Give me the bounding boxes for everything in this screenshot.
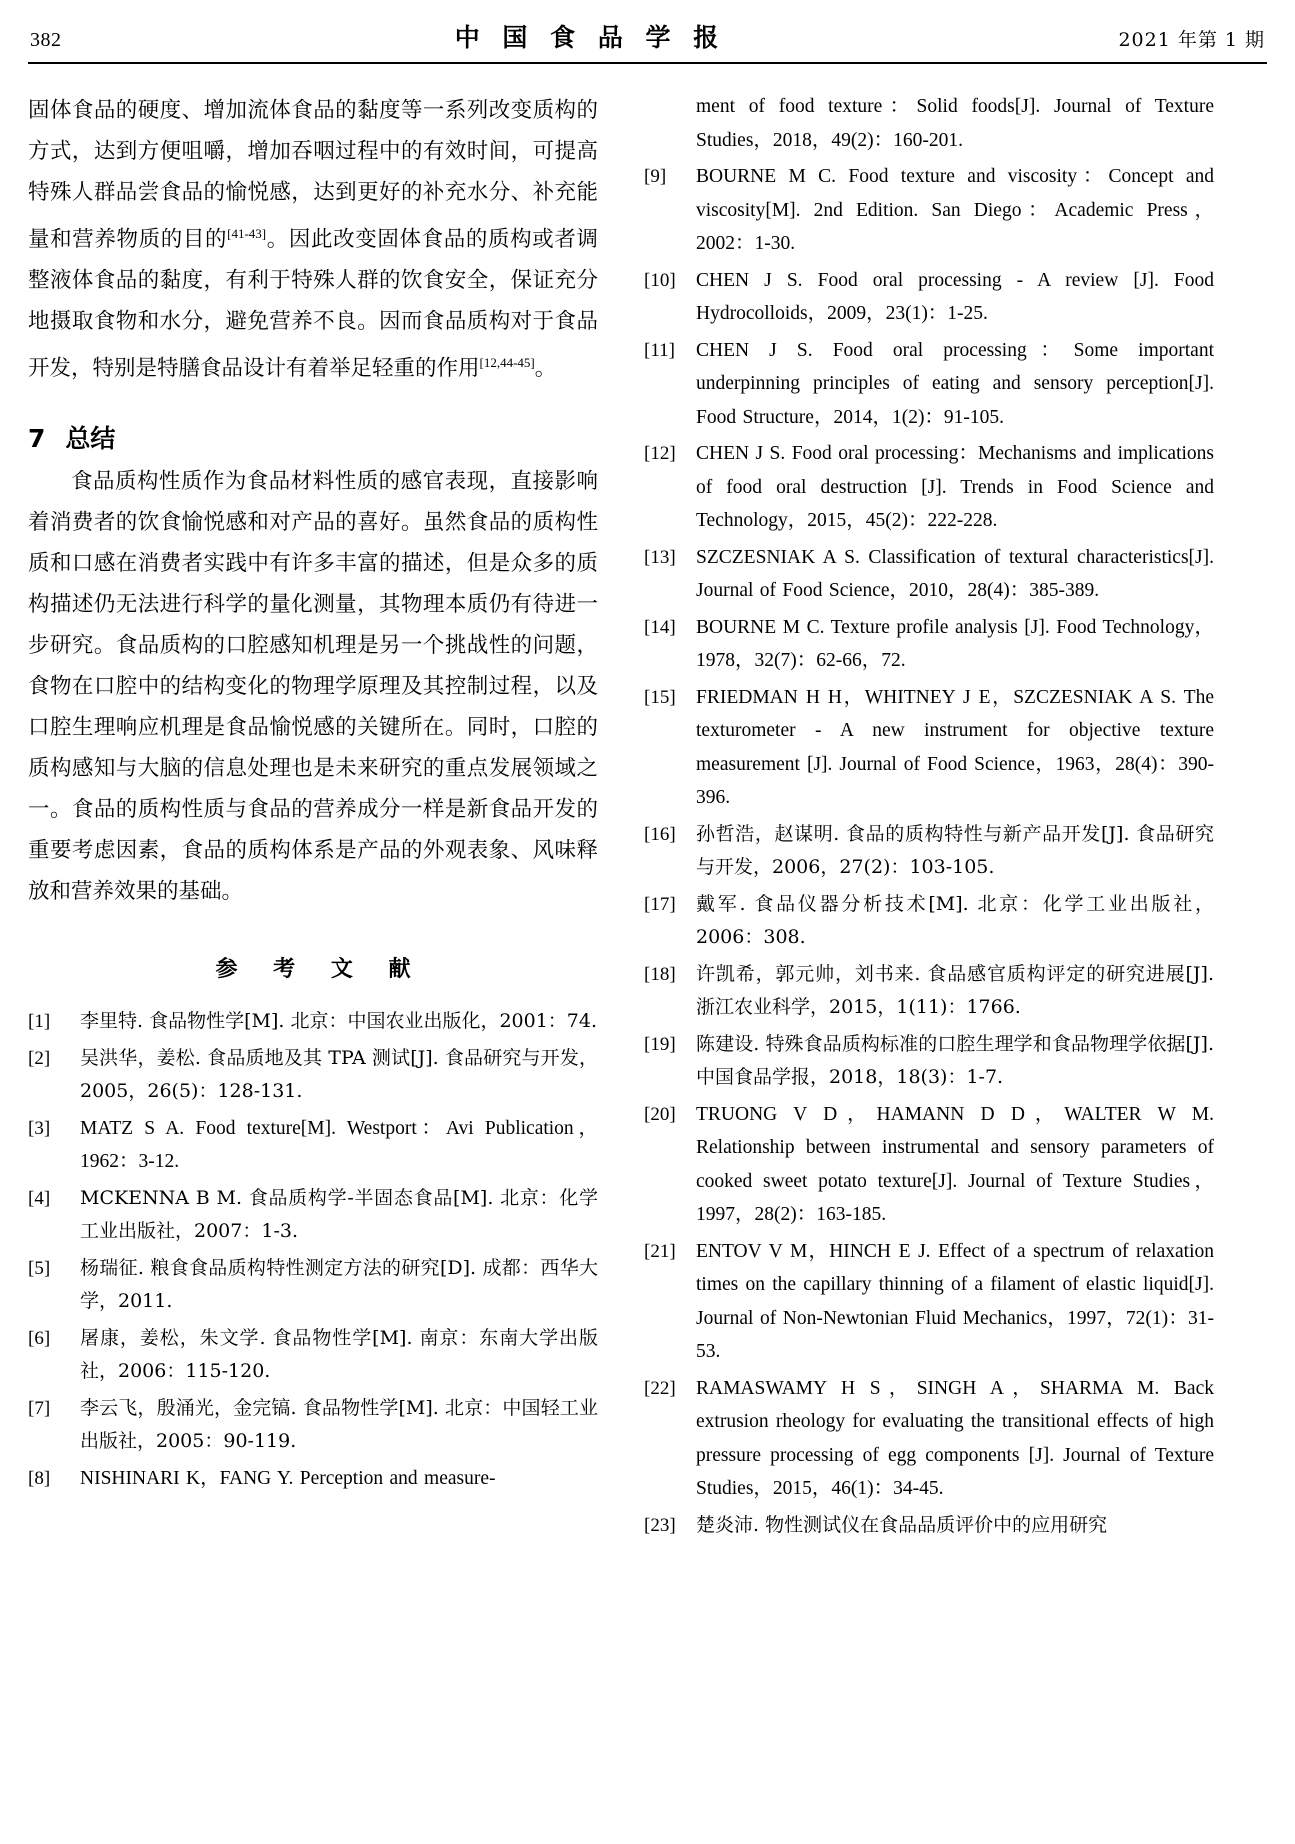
reference-text: 楚炎沛. 物性测试仪在食品品质评价中的应用研究	[696, 1513, 1108, 1536]
reference-number: [20]	[644, 1103, 676, 1125]
reference-text: 李里特. 食品物性学[M]. 北京：中国农业出版化，2001：74.	[80, 1010, 598, 1033]
reference-text: SZCZESNIAK A S. Classification of textural characteristics[J]. Journal of Food Science，2010，28(4)：385-389.	[696, 546, 1214, 601]
two-column-body	[28, 90, 1267, 1545]
reference-text: 许凯希，郭元帅，刘书来. 食品感官质构评定的研究进展[J]. 浙江农业科学，2015，1(11)：1766.	[696, 962, 1214, 1018]
reference-number: [21]	[644, 1240, 676, 1262]
list-item	[644, 160, 1214, 261]
reference-text: CHEN J S. Food oral processing：Mechanisms and implications of food oral destruction [J]. Trends in Food Science and Technology，2015，45(2)：222-228.	[696, 443, 1214, 531]
reference-number: [1]	[28, 1011, 51, 1033]
body-paragraph-1	[28, 90, 598, 389]
page-header	[28, 18, 1267, 54]
list-item	[28, 1182, 598, 1249]
list-item	[644, 1235, 1214, 1369]
reference-text: ment of food texture：Solid foods[J]. Journal of Texture Studies，2018，49(2)：160-201.	[696, 96, 1214, 151]
reference-number: [19]	[644, 1033, 676, 1055]
reference-text: 吴洪华，姜松. 食品质地及其 TPA 测试[J]. 食品研究与开发，2005，26(5)：128-131.	[80, 1046, 598, 1103]
page-number: 382	[30, 29, 62, 51]
paragraph-1-part-3: 。	[534, 356, 557, 382]
reference-text: 屠康，姜松，朱文学. 食品物性学[M]. 南京：东南大学出版社，2006：115-120.	[80, 1326, 598, 1383]
reference-number: [15]	[644, 686, 676, 708]
right-column	[644, 90, 1214, 1545]
references-list-left	[28, 1005, 598, 1495]
reference-number: [6]	[28, 1327, 51, 1349]
paragraph-1-part-1: 固体食品的硬度、增加流体食品的黏度等一系列改变质构的方式，达到方便咀嚼，增加吞咽过程中的有效时间，可提高特殊人群品尝食品的愉悦感，达到更好的补充水分、补充能量和营养物质的目的	[28, 98, 598, 253]
reference-number: [7]	[28, 1397, 51, 1419]
list-item	[28, 1462, 598, 1496]
reference-text: NISHINARI K，FANG Y. Perception and measure-	[80, 1467, 496, 1489]
list-item	[28, 1392, 598, 1459]
list-item	[28, 1005, 598, 1039]
reference-text: 陈建设. 特殊食品质构标准的口腔生理学和食品物理学依据[J]. 中国食品学报，2018，18(3)：1-7.	[696, 1032, 1214, 1088]
reference-text: 杨瑞征. 粮食食品质构特性测定方法的研究[D]. 成都：西华大学，2011.	[80, 1256, 598, 1313]
reference-number: [4]	[28, 1187, 51, 1209]
list-item	[644, 681, 1214, 815]
list-item	[644, 1372, 1214, 1506]
reference-number: [8]	[28, 1467, 51, 1489]
list-item	[644, 958, 1214, 1025]
left-column	[28, 90, 598, 1545]
reference-number: [9]	[644, 166, 667, 187]
list-item	[644, 888, 1214, 955]
list-item	[644, 1028, 1214, 1095]
reference-text: BOURNE M C. Texture profile analysis [J]. Food Technology，1978，32(7)：62-66，72.	[696, 616, 1214, 671]
reference-text: ENTOV V M，HINCH E J. Effect of a spectrum of relaxation times on the capillary thinning of a filament of elastic liquid[J]. Journal of Non-Newtonian Fluid Mechanics，1997，72(1)：31-53.	[696, 1240, 1214, 1362]
reference-number: [14]	[644, 616, 676, 638]
citation-41-43: [41-43]	[227, 226, 267, 241]
reference-number: [2]	[28, 1047, 51, 1069]
reference-text: MCKENNA B M. 食品质构学-半固态食品[M]. 北京：化学工业出版社，2007：1-3.	[80, 1186, 598, 1243]
list-item	[644, 541, 1214, 608]
paragraph-1-part-2: 。因此改变固体食品的质构或者调整液体食品的黏度，有利于特殊人群的饮食安全，保证充分地摄取食物和水分，避免营养不良。因而食品质构对于食品开发，特别是特膳食品设计有着举足轻重的作用	[28, 227, 598, 382]
citation-12-44-45: [12,44-45]	[479, 355, 535, 371]
list-item	[644, 437, 1214, 538]
reference-number: [11]	[644, 339, 675, 361]
section-heading	[28, 419, 598, 455]
reference-text: CHEN J S. Food oral processing - A review [J]. Food Hydrocolloids，2009，23(1)：1-25.	[696, 269, 1214, 324]
reference-number: [12]	[644, 443, 676, 464]
reference-text: TRUONG V D，HAMANN D D，WALTER W M. Relationship between instrumental and sensory parameters of cooked sweet potato texture[J]. Journal of Texture Studies，1997，28(2)：163-185.	[696, 1103, 1214, 1225]
section-title: 总结	[65, 424, 116, 454]
reference-number: [22]	[644, 1377, 676, 1399]
reference-number: [23]	[644, 1514, 676, 1536]
list-item	[644, 611, 1214, 678]
reference-text: 戴军. 食品仪器分析技术[M]. 北京：化学工业出版社，2006：308.	[696, 892, 1214, 948]
body-paragraph-2: 食品质构性质作为食品材料性质的感官表现，直接影响着消费者的饮食愉悦感和对产品的喜好。虽然食品的质构性质和口感在消费者实践中有许多丰富的描述，但是众多的质构描述仍无法进行科学的量化测量，其物理本质仍有待进一步研究。食品质构的口腔感知机理是另一个挑战性的问题，食物在口腔中的结构变化的物理学原理及其控制过程，以及口腔生理响应机理是食品愉悦感的关键所在。同时，口腔的质构感知与大脑的信息处理也是未来研究的重点发展领域之一。食品的质构性质与食品的营养成分一样是新食品开发的重要考虑因素，食品的质构体系是产品的外观表象、风味释放和营养效果的基础。	[28, 469, 598, 905]
journal-title: 中 国 食 品 学 报	[454, 23, 726, 52]
reference-number: [10]	[644, 269, 676, 291]
reference-text: 李云飞，殷涌光，金完镐. 食品物性学[M]. 北京：中国轻工业出版社，2005：90-119.	[80, 1396, 598, 1453]
list-item	[28, 1322, 598, 1389]
list-item	[28, 1042, 598, 1109]
reference-number: [18]	[644, 963, 676, 985]
list-item	[644, 264, 1214, 331]
reference-text: 孙哲浩，赵谋明. 食品的质构特性与新产品开发[J]. 食品研究与开发，2006，27(2)：103-105.	[696, 822, 1214, 878]
list-item	[28, 1252, 598, 1319]
references-heading: 参 考 文 献	[215, 956, 425, 983]
reference-number: [5]	[28, 1257, 51, 1279]
reference-number: [17]	[644, 893, 676, 915]
list-item	[644, 334, 1214, 435]
reference-text: CHEN J S. Food oral processing：Some important underpinning principles of eating and sensory perception[J]. Food Structure，2014，1(2)：91-105.	[696, 339, 1214, 428]
list-item	[644, 1509, 1214, 1543]
reference-text: BOURNE M C. Food texture and viscosity：Concept and viscosity[M]. 2nd Edition. San Diego：Academic Press，2002：1-30.	[696, 166, 1214, 254]
list-item	[644, 818, 1214, 885]
section-number: 7	[28, 424, 46, 454]
reference-number: [3]	[28, 1117, 51, 1139]
list-item	[28, 1112, 598, 1179]
reference-text: FRIEDMAN H H，WHITNEY J E，SZCZESNIAK A S. The texturometer - A new instrument for objective texture measurement [J]. Journal of Food Science，1963，28(4)：390-396.	[696, 686, 1214, 808]
reference-text: MATZ S A. Food texture[M]. Westport：Avi Publication，1962：3-12.	[80, 1117, 598, 1173]
reference-number: [16]	[644, 823, 676, 845]
list-item	[644, 1098, 1214, 1232]
issue-label: 2021 年第 1 期	[1118, 29, 1265, 51]
references-list-right	[644, 90, 1214, 1542]
reference-number: [13]	[644, 546, 676, 568]
reference-text: RAMASWAMY H S，SINGH A，SHARMA M. Back extrusion rheology for evaluating the transitional effects of high pressure processing of egg components [J]. Journal of Texture Studies，2015，46(1)：34-45.	[696, 1377, 1214, 1499]
header-divider	[28, 62, 1267, 64]
list-item	[644, 90, 1214, 157]
